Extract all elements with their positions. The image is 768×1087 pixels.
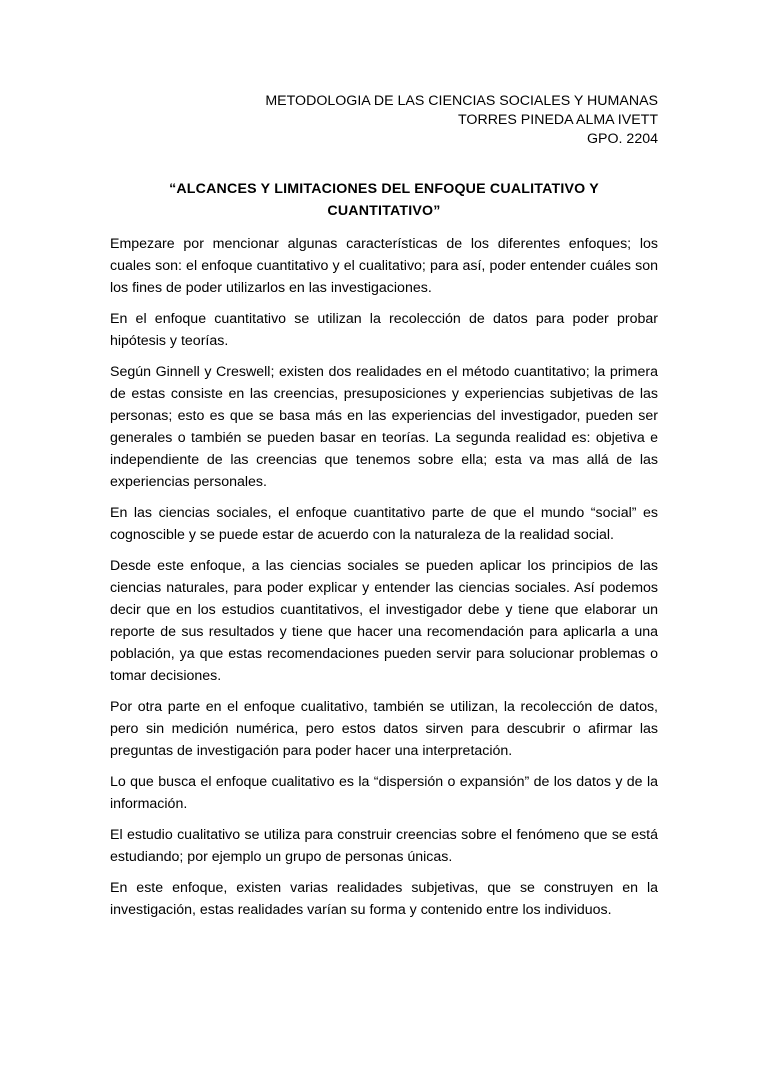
paragraph: El estudio cualitativo se utiliza para construir creencias sobre el fenómeno que se está estudiando; por ejemplo un grupo de personas únicas.	[110, 827, 658, 865]
title-line-1: “ALCANCES Y LIMITACIONES DEL ENFOQUE CUALITATIVO Y	[169, 181, 599, 197]
group-number: GPO. 2204	[587, 131, 658, 147]
author-name: TORRES PINEDA ALMA IVETT	[458, 112, 658, 128]
paragraph: En las ciencias sociales, el enfoque cuantitativo parte de que el mundo “social” es cognoscible y se puede estar de acuerdo con la naturaleza de la realidad social.	[110, 505, 658, 543]
document-header	[110, 92, 658, 149]
course-name: METODOLOGIA DE LAS CIENCIAS SOCIALES Y HUMANAS	[265, 93, 658, 109]
paragraph: Empezare por mencionar algunas características de los diferentes enfoques; los cuales son: el enfoque cuantitativo y el cualitativo; para así, poder entender cuáles son los fines de poder utilizarlos en las investigaciones.	[110, 236, 658, 296]
paragraph: Por otra parte en el enfoque cualitativo, también se utilizan, la recolección de datos, pero sin medición numérica, pero estos datos sirven para descubrir o afirmar las preguntas de investigación para poder hacer una interpretación.	[110, 699, 658, 759]
paragraph: En el enfoque cuantitativo se utilizan la recolección de datos para poder probar hipótesis y teorías.	[110, 311, 658, 349]
paragraph: Desde este enfoque, a las ciencias sociales se pueden aplicar los principios de las ciencias naturales, para poder explicar y entender las ciencias sociales. Así podemos decir que en los estudios cuantitativos, el investigador debe y tiene que elaborar un reporte de sus resultados y tiene que hacer una recomendación para aplicarla a una población, ya que estas recomendaciones pueden servir para solucionar problemas o tomar decisiones.	[110, 558, 658, 684]
title-line-2: CUANTITATIVO”	[327, 203, 441, 219]
paragraph: Lo que busca el enfoque cualitativo es la “dispersión o expansión” de los datos y de la información.	[110, 774, 658, 812]
paragraph: En este enfoque, existen varias realidades subjetivas, que se construyen en la investigación, estas realidades varían su forma y contenido entre los individuos.	[110, 880, 658, 918]
document-title	[110, 178, 658, 222]
document-body	[110, 233, 658, 930]
paragraph: Según Ginnell y Creswell; existen dos realidades en el método cuantitativo; la primera de estas consiste en las creencias, presuposiciones y experiencias subjetivas de las personas; esto es que se basa más en las experiencias del investigador, pueden ser generales o también se pueden basar en teorías. La segunda realidad es: objetiva e independiente de las creencias que tenemos sobre ella; esta va mas allá de las experiencias personales.	[110, 364, 658, 490]
